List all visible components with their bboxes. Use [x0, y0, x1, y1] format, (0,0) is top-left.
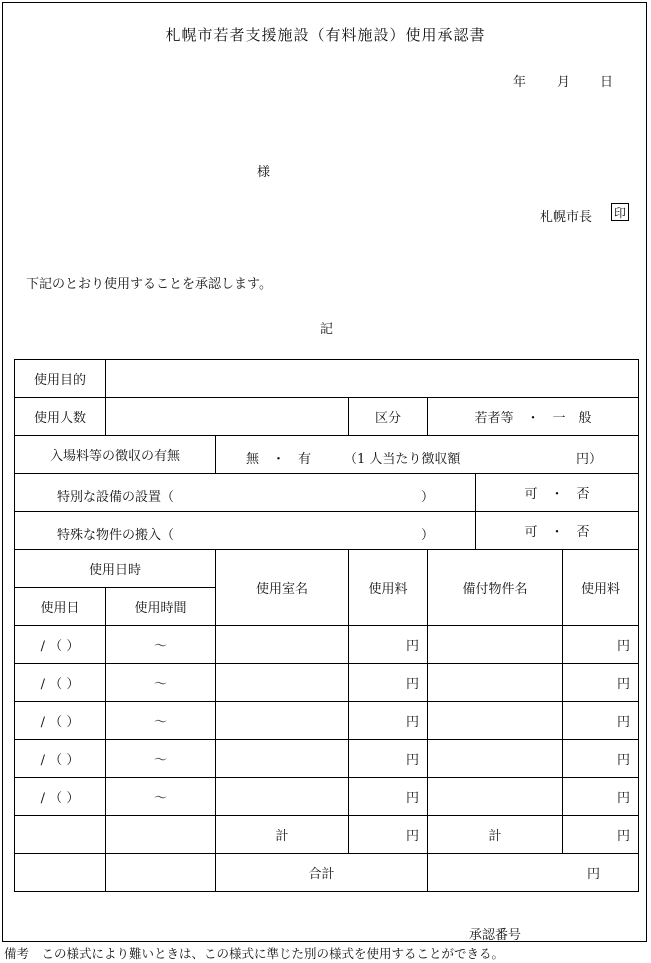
usage-time-cell[interactable]: 〜	[106, 664, 216, 702]
item-fee-cell[interactable]: 円	[563, 664, 639, 702]
subtotal-room-fee[interactable]: 円	[349, 816, 428, 854]
table-row	[15, 626, 639, 664]
persons-value[interactable]	[106, 398, 349, 436]
remark-note: 備考 この様式により難いときは、この様式に準じた別の様式を使用することができる。	[4, 946, 505, 961]
item-name-cell[interactable]	[428, 664, 563, 702]
header-room: 使用室名	[216, 550, 349, 626]
room-name-cell[interactable]	[216, 702, 349, 740]
item-fee-cell[interactable]: 円	[563, 778, 639, 816]
special-items-allow[interactable]: 可 ・ 否	[476, 512, 639, 550]
approval-number-label: 承認番号	[469, 928, 522, 943]
purpose-row	[15, 360, 639, 398]
usage-date-cell[interactable]: / （ ）	[15, 702, 106, 740]
subtotal-label-2: 計	[428, 816, 563, 854]
room-fee-cell[interactable]: 円	[349, 740, 428, 778]
special-equipment-close: ）	[421, 490, 435, 505]
room-name-cell[interactable]	[216, 778, 349, 816]
issuer-name: 札幌市長	[540, 210, 593, 225]
usage-time-cell[interactable]: 〜	[106, 702, 216, 740]
total-row	[15, 854, 639, 892]
special-equipment-label: 特別な設備の設置（	[57, 490, 175, 505]
ki-heading: 記	[320, 322, 334, 337]
admission-row	[15, 436, 639, 474]
admission-value[interactable]	[216, 436, 639, 474]
special-items-label: 特殊な物件の搬入（	[57, 528, 175, 543]
header-items-fee: 使用料	[563, 550, 639, 626]
special-items-cell[interactable]	[15, 512, 476, 550]
usage-date-cell[interactable]: / （ ）	[15, 740, 106, 778]
total-label: 合計	[216, 854, 428, 892]
persons-row	[15, 398, 639, 436]
room-fee-cell[interactable]: 円	[349, 702, 428, 740]
header-time: 使用時間	[106, 588, 216, 626]
special-equipment-allow[interactable]: 可 ・ 否	[476, 474, 639, 512]
admission-choice[interactable]: 無 ・ 有	[246, 452, 312, 467]
usage-time-cell[interactable]: 〜	[106, 740, 216, 778]
special-equipment-row	[15, 474, 639, 512]
header-datetime: 使用日時	[15, 550, 216, 588]
table-row	[15, 702, 639, 740]
table-row	[15, 664, 639, 702]
item-name-cell[interactable]	[428, 778, 563, 816]
header-row-1	[15, 550, 639, 588]
room-name-cell[interactable]	[216, 626, 349, 664]
usage-time-cell[interactable]: 〜	[106, 778, 216, 816]
usage-date-cell[interactable]: / （ ）	[15, 626, 106, 664]
room-fee-cell[interactable]: 円	[349, 626, 428, 664]
total-blank-2	[106, 854, 216, 892]
date-year-label: 年	[513, 75, 527, 90]
special-items-row	[15, 512, 639, 550]
addressee-suffix: 様	[257, 165, 271, 180]
room-fee-cell[interactable]: 円	[349, 778, 428, 816]
total-blank-1	[15, 854, 106, 892]
item-fee-cell[interactable]: 円	[563, 740, 639, 778]
item-name-cell[interactable]	[428, 740, 563, 778]
room-name-cell[interactable]	[216, 664, 349, 702]
item-fee-cell[interactable]: 円	[563, 702, 639, 740]
subtotal-blank-2	[106, 816, 216, 854]
header-items: 備付物件名	[428, 550, 563, 626]
date-day-label: 日	[600, 75, 614, 90]
special-items-close: ）	[421, 528, 435, 543]
usage-time-cell[interactable]: 〜	[106, 626, 216, 664]
admission-detail: （1 人当たり徴収額	[344, 452, 461, 467]
header-fee: 使用料	[349, 550, 428, 626]
subtotal-item-fee[interactable]: 円	[563, 816, 639, 854]
item-name-cell[interactable]	[428, 702, 563, 740]
approval-statement: 下記のとおり使用することを承認します。	[26, 277, 272, 292]
purpose-value[interactable]	[106, 360, 639, 398]
category-options[interactable]: 若者等 ・ 一 般	[428, 398, 639, 436]
table-row	[15, 740, 639, 778]
usage-date-cell[interactable]: / （ ）	[15, 664, 106, 702]
date-month-label: 月	[557, 75, 571, 90]
subtotal-row	[15, 816, 639, 854]
seal-stamp: 印	[611, 203, 629, 221]
item-name-cell[interactable]	[428, 626, 563, 664]
subtotal-label: 計	[216, 816, 349, 854]
table-row	[15, 778, 639, 816]
room-name-cell[interactable]	[216, 740, 349, 778]
item-fee-cell[interactable]: 円	[563, 626, 639, 664]
subtotal-blank-1	[15, 816, 106, 854]
total-fee[interactable]: 円	[428, 854, 639, 892]
usage-date-cell[interactable]: / （ ）	[15, 778, 106, 816]
persons-label: 使用人数	[15, 398, 106, 436]
header-date: 使用日	[15, 588, 106, 626]
room-fee-cell[interactable]: 円	[349, 664, 428, 702]
purpose-label: 使用目的	[15, 360, 106, 398]
admission-label: 入場料等の徴収の有無	[15, 436, 216, 474]
special-equipment-cell[interactable]	[15, 474, 476, 512]
category-label: 区分	[349, 398, 428, 436]
usage-form-table	[14, 359, 639, 892]
document-title: 札幌市若者支援施設（有料施設）使用承認書	[165, 26, 486, 44]
admission-unit: 円）	[576, 452, 603, 467]
